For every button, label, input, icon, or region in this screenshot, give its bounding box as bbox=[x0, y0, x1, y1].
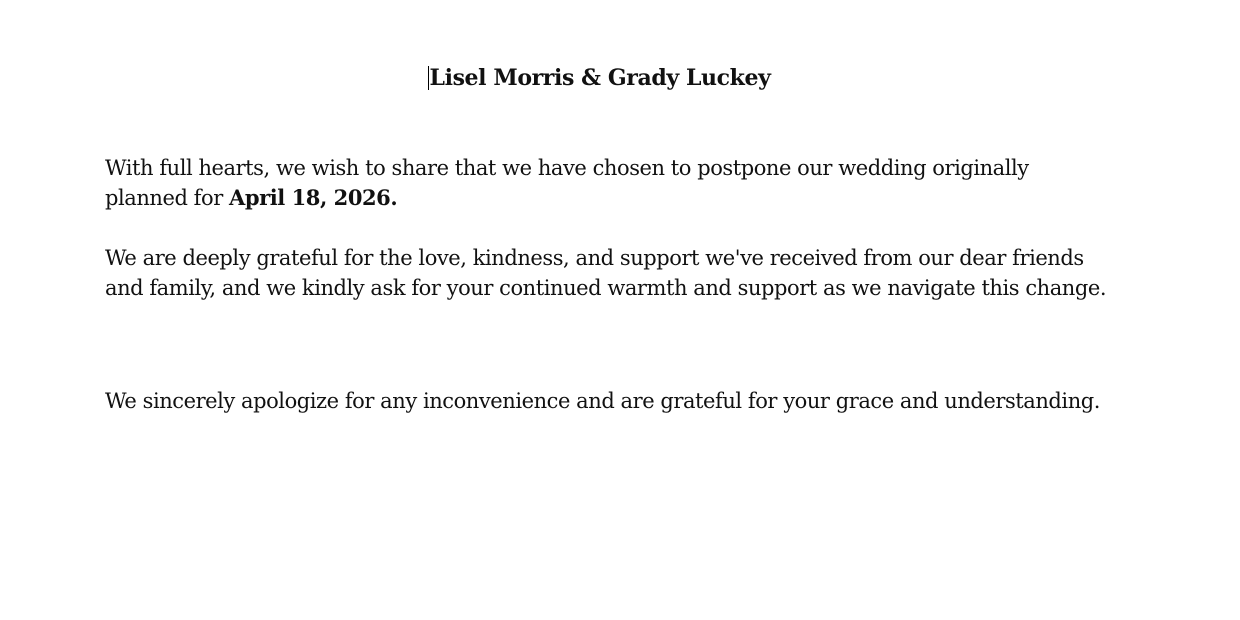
wedding-date: April 18, 2026. bbox=[229, 185, 398, 210]
document-title-text: Lisel Morris & Grady Luckey bbox=[429, 65, 771, 91]
document-title[interactable] bbox=[430, 62, 771, 94]
paragraph-postponement[interactable] bbox=[105, 153, 1115, 213]
title-line bbox=[0, 62, 1200, 94]
text-cursor bbox=[428, 66, 429, 90]
paragraph-apology[interactable]: We sincerely apologize for any inconvenience and are grateful for your grace and understanding. bbox=[105, 389, 1100, 413]
paragraph-postponement-text: With full hearts, we wish to share that we have chosen to postpone our wedding originally planned for bbox=[105, 156, 1029, 210]
paragraph-gratitude[interactable]: We are deeply grateful for the love, kindness, and support we've received from our dear friends and family, and we kindly ask for your continued warmth and support as we navigate this change. bbox=[105, 246, 1107, 300]
